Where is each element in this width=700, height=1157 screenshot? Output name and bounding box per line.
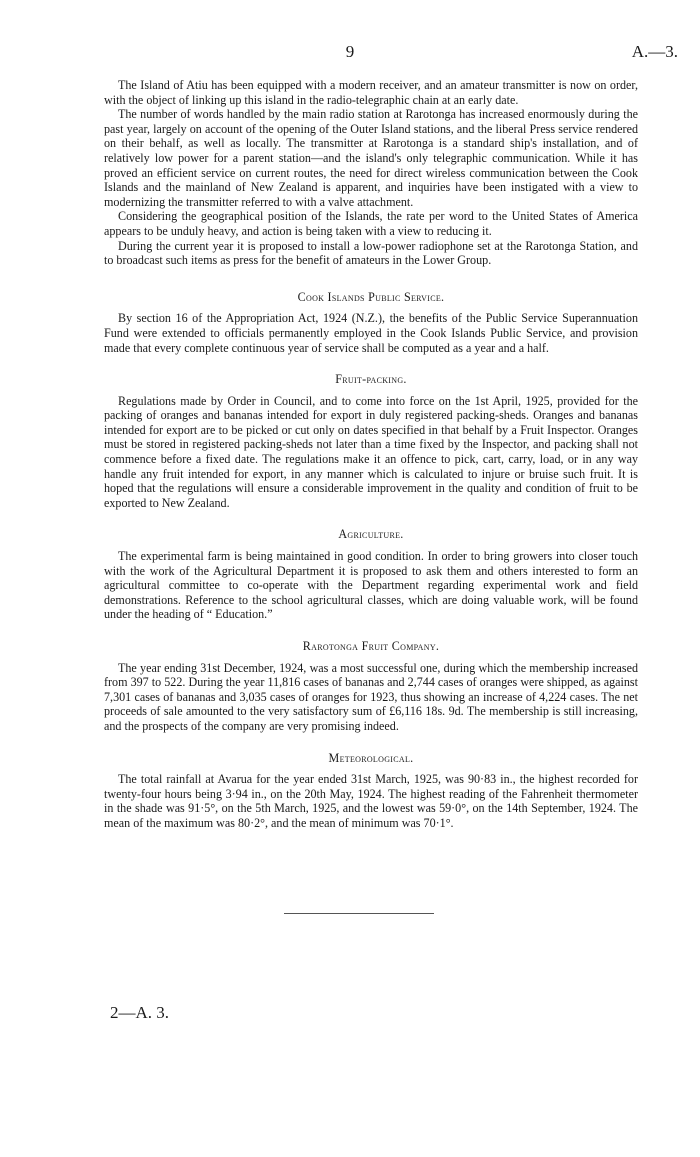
heading-fruit-packing: Fruit-packing. <box>335 372 407 387</box>
heading-agriculture: Agriculture. <box>338 527 404 542</box>
paragraph-agriculture: The experimental farm is being maintained in good condition. In order to bring growers into closer touch with the work of the Agricultural Department it is proposed to ask them and others interested to form an agricultural committee to co-operate with the Department regarding experimental work and field demonstrations. Reference to the school agricultural classes, which are doing valuable work, will be found under the heading of “ Education.” <box>104 549 638 622</box>
paragraph-atiu: The Island of Atiu has been equipped with a modern receiver, and an amateur transmitter is now on order, with the object of linking up this island in the radio-telegraphic chain at an early date. <box>104 78 638 107</box>
report-body <box>104 78 638 831</box>
paragraph-public-service: By section 16 of the Appropriation Act, 1924 (N.Z.), the benefits of the Public Service Superannuation Fund were extended to officials permanently employed in the Cook Islands Public Service, and provision made that every complete continuous year of service shall be computed as a year and a half. <box>104 311 638 355</box>
heading-public-service: Cook Islands Public Service. <box>297 289 445 304</box>
document-reference: A.—3. <box>631 42 678 61</box>
footer-signature-ref: 2—A. 3. <box>110 1003 170 1022</box>
paragraph-meteorological: The total rainfall at Avarua for the year ended 31st March, 1925, was 90·83 in., the highest recorded for twenty-four hours being 3·94 in., on the 20th May, 1924. The highest reading of the Fahrenheit thermometer in the shade was 91·5°, on the 5th March, 1925, and the lowest was 59·0°, on the 14th September, 1924. The mean of the maximum was 80·2°, and the mean of minimum was 70·1°. <box>104 772 638 830</box>
paragraph-fruit-company: The year ending 31st December, 1924, was a most successful one, during which the membership increased from 397 to 522. During the year 11,816 cases of bananas and 2,744 cases of oranges were shipped, as against 7,301 cases of bananas and 3,035 cases of oranges for 1923, thus showing an increase of 4,224 cases. The net proceeds of sale amounted to the very satisfactory sum of £6,116 18s. 9d. The membership is still increasing, and the prospects of the company are very promising indeed. <box>104 660 638 733</box>
section-divider <box>284 913 434 914</box>
paragraph-radiophone: During the current year it is proposed to install a low-power radiophone set at the Rarotonga Station, and to broadcast such items as press for the benefit of amateurs in the Lower Group. <box>104 238 638 268</box>
paragraph-fruit-packing: Regulations made by Order in Council, and to come into force on the 1st April, 1925, provided for the packing of oranges and bananas intended for export in duly registered packing-sheds. Oranges and bananas intended for export are to be picked or cut only on dates specified in that behalf by a Fruit Inspector. Oranges must be stored in registered packing-sheds not later than a time fixed by the Inspector, and packing shall not commence before a fixed date. The regulations make it an offence to pick, cart, carry, load, or in any way handle any fruit intended for export, in any manner which is calculated to injure or bruise such fruit. It is hoped that the regulations will ensure a considerable improvement in the quality and condition of fruit to be exported to New Zealand. <box>104 393 638 510</box>
page-number: 9 <box>345 42 355 61</box>
heading-meteorological: Meteorological. <box>328 750 414 765</box>
paragraph-radio-traffic: The number of words handled by the main radio station at Rarotonga has increased enormously during the past year, largely on account of the opening of the Outer Island stations, and the liberal Press service rendered on their behalf, as well as locally. The transmitter at Rarotonga is a standard ship's installation, and of relatively low power for a parent station—and the island's only telegraphic communication. While it has proved an efficient service on current routes, the need for direct wireless communication between the Cook Islands and the mainland of New Zealand is apparent, and inquiries have been instigated with a view to modernizing the transmitter referred to with a valve attachment. <box>104 107 638 209</box>
paragraph-word-rate: Considering the geographical position of the Islands, the rate per word to the United States of America appears to be unduly heavy, and action is being taken with a view to reducing it. <box>104 209 638 238</box>
heading-fruit-company: Rarotonga Fruit Company. <box>302 639 440 653</box>
